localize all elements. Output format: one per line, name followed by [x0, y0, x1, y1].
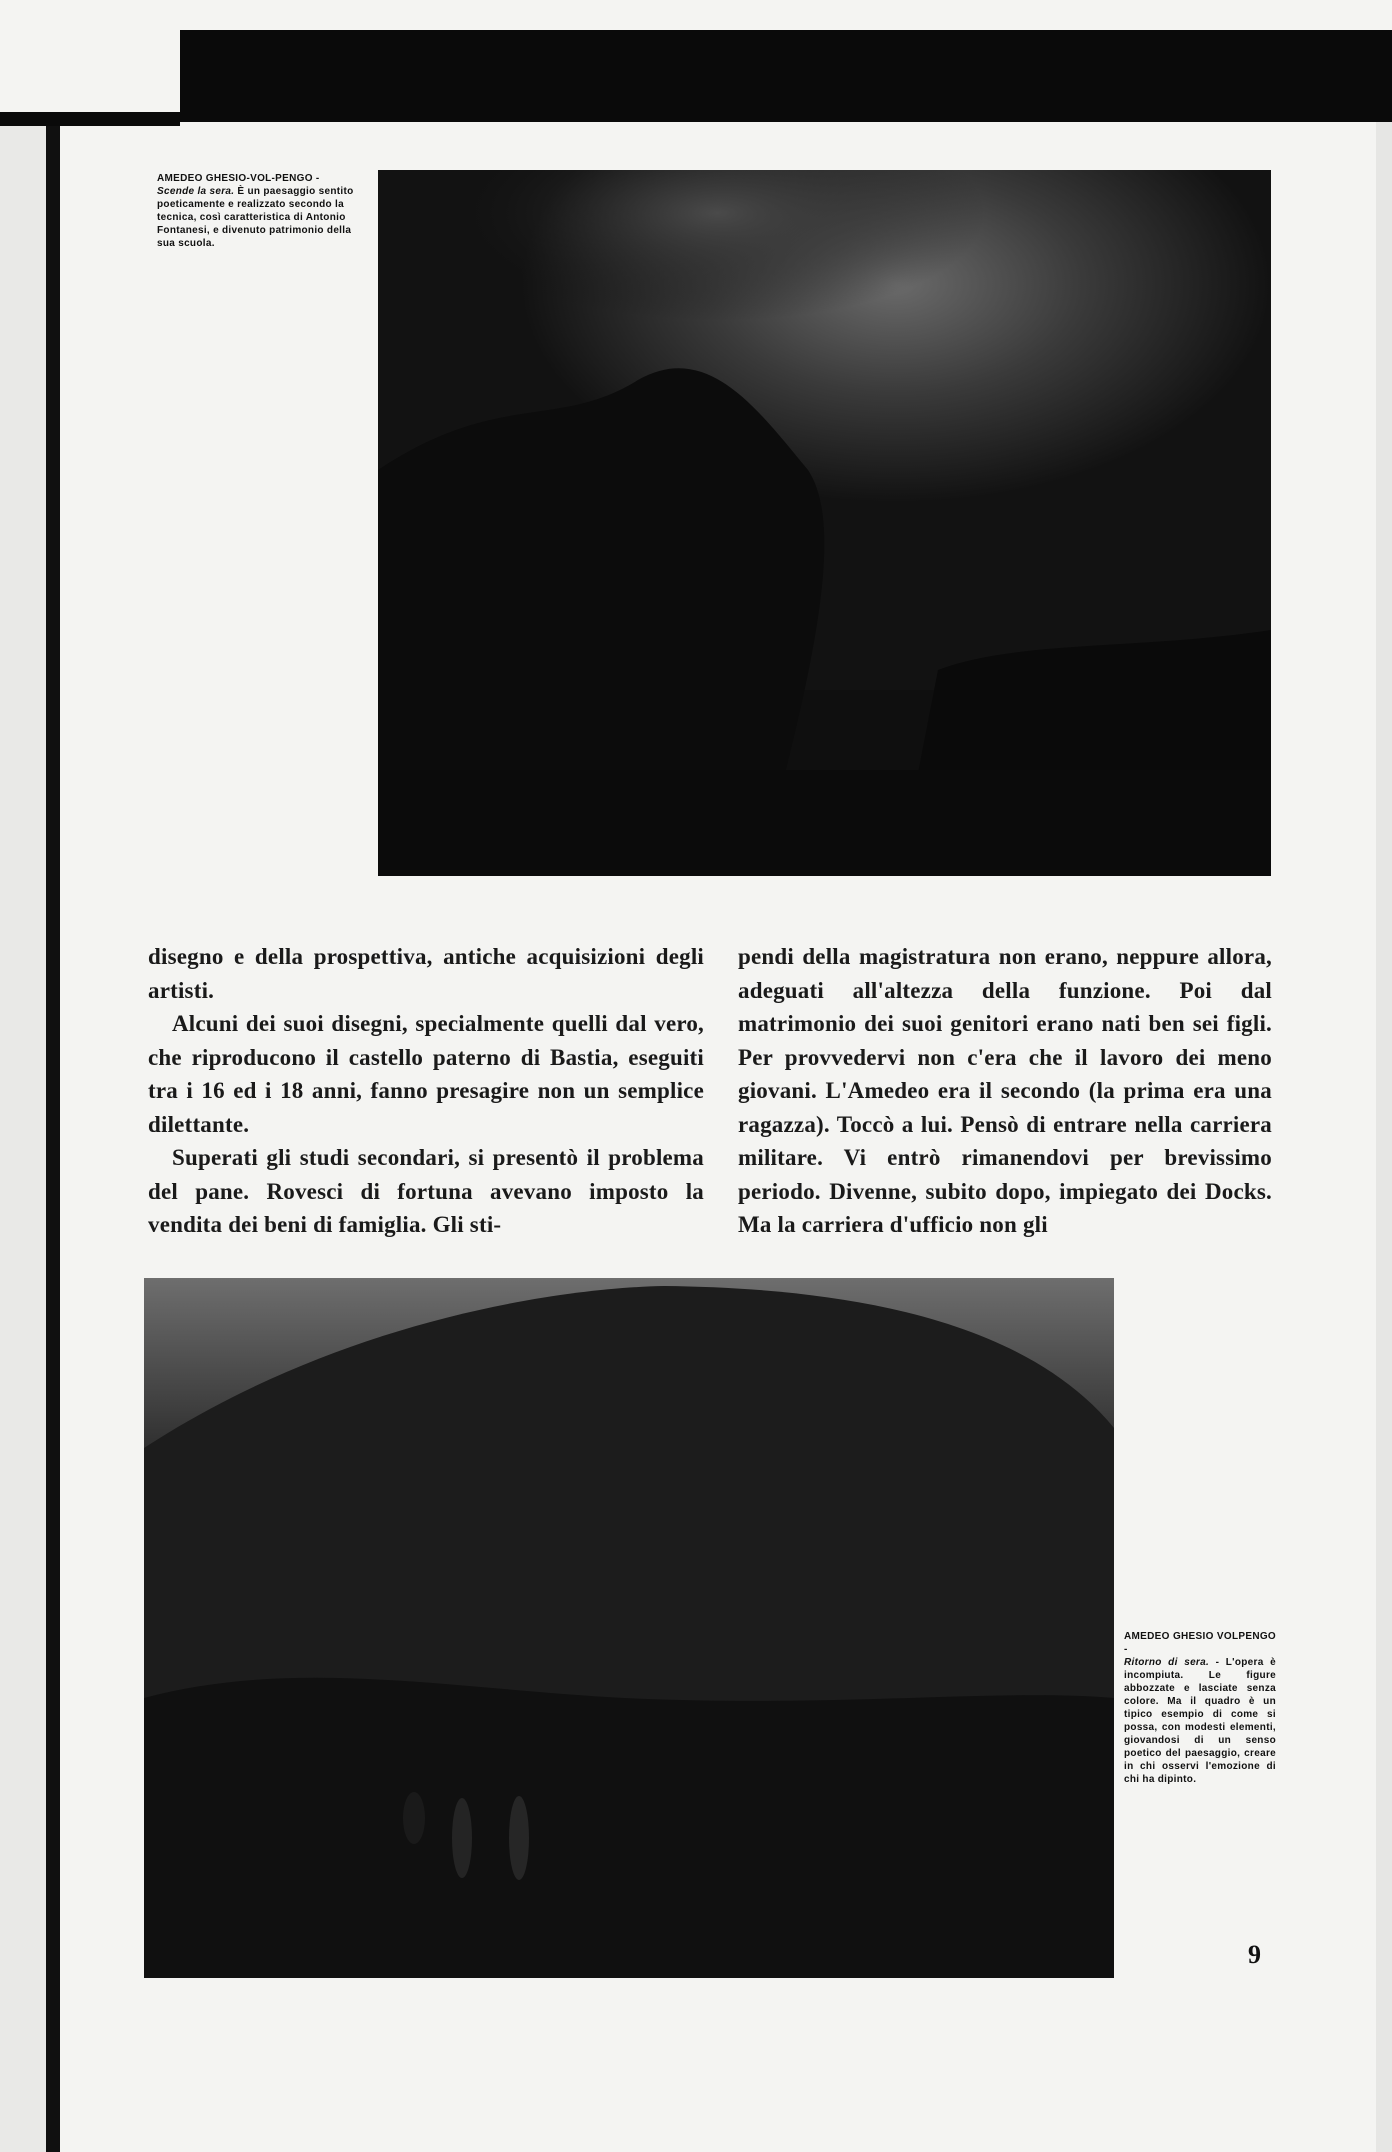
text-column-left: [148, 940, 704, 1242]
caption-top-title: AMEDEO GHESIO-VOL-PENGO -: [157, 173, 320, 184]
caption-top-body: È un paesaggio sentito poeticamente e realizzato secondo la tecnica, così caratteristica di Antonio Fontanesi, e divenuto patrimonio della sua scuola.: [157, 186, 354, 249]
caption-bottom-painting-title: Ritorno di sera.: [1124, 1657, 1210, 1668]
caption-bottom: [1124, 1630, 1276, 1786]
binding-edge: [46, 118, 60, 2152]
painting-scende-la-sera: [378, 170, 1271, 876]
paragraph: Superati gli studi secondari, si presentò il problema del pane. Rovesci di fortuna avevano imposto la vendita dei beni di famiglia. Gli sti-: [148, 1145, 704, 1237]
text-column-right: [738, 940, 1272, 1242]
caption-top-painting-title: Scende la sera.: [157, 186, 235, 197]
paragraph: disegno e della prospettiva, antiche acquisizioni degli artisti.: [148, 944, 704, 1003]
page-right-edge: [1376, 122, 1392, 2152]
paragraph: pendi della magistratura non erano, neppure allora, adeguati all'altezza della funzione. Poi dal matrimonio dei suoi genitori erano nati ben sei figli. Per provvedervi non c'era che il lavoro dei meno giovani. L'Amedeo era il secondo (la prima era una ragazza). Toccò a lui. Pensò di entrare nella carriera militare. Vi entrò rimanendovi per brevissimo periodo. Divenne, subito dopo, impiegato dei Docks. Ma la carriera d'ufficio non gli: [738, 944, 1272, 1237]
caption-bottom-body: - L'opera è incompiuta. Le figure abbozzate e lasciate senza colore. Ma il quadro è un tipico esempio di come si possa, con modesti elementi, giovandosi di un senso poetico del paesaggio, creare in chi osservi l'emozione di chi ha dipinto.: [1124, 1657, 1276, 1785]
paragraph: Alcuni dei suoi disegni, specialmente quelli dal vero, che riproducono il castello paterno di Bastia, eseguiti tra i 16 ed i 18 anni, fanno presagire non un semplice dilettante.: [148, 1011, 704, 1137]
scan-top-band: [180, 30, 1392, 122]
caption-bottom-title: AMEDEO GHESIO VOLPENGO -: [1124, 1631, 1276, 1655]
page-gutter: [0, 118, 46, 2152]
scan-left-band: [0, 112, 180, 126]
painting-ritorno-di-sera: [144, 1278, 1114, 1978]
page-number: 9: [1248, 1940, 1261, 1969]
caption-top: [157, 172, 357, 250]
